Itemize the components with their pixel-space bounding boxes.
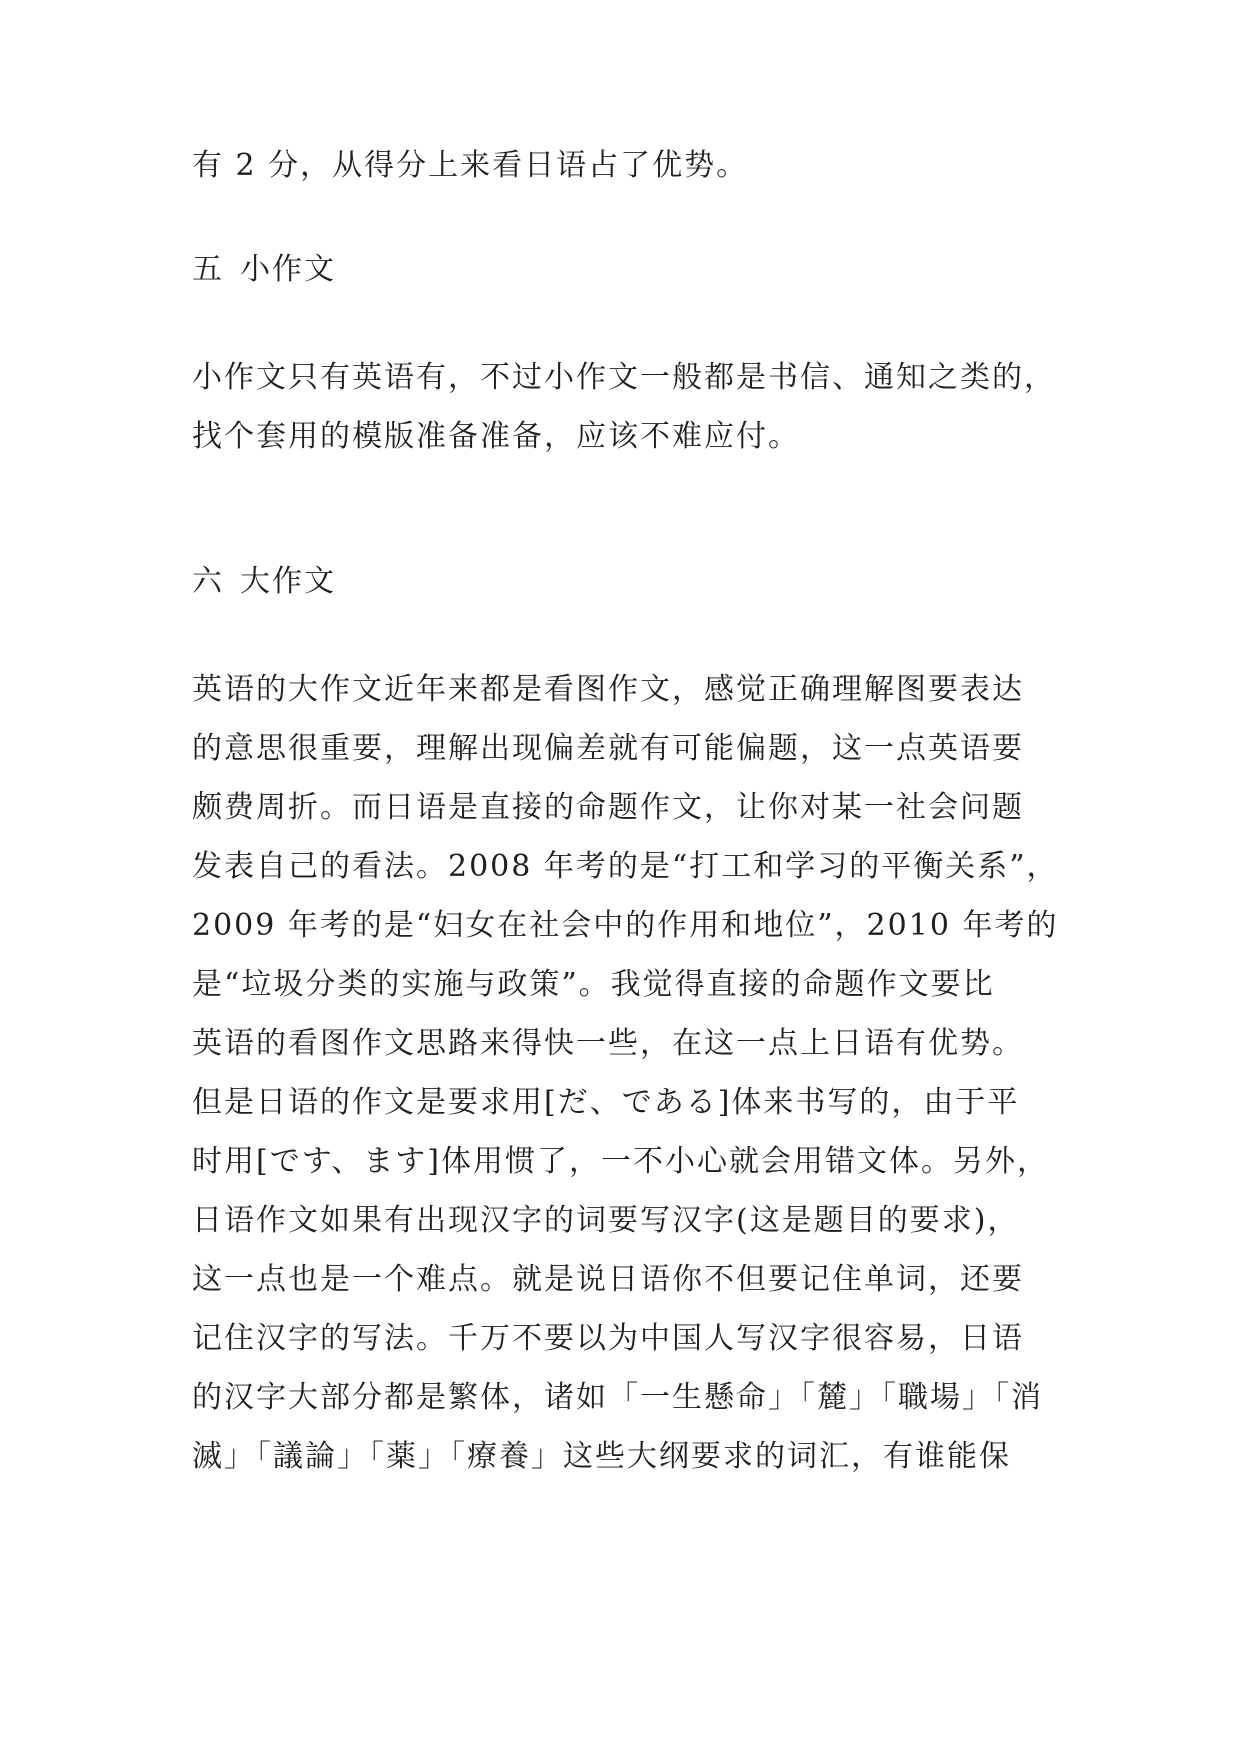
text-line: 2009 年考的是“妇女在社会中的作用和地位”，2010 年考的 — [192, 908, 1059, 943]
text-line: 日语作文如果有出现汉字的词要写汉字(这是题目的要求)， — [192, 1203, 1020, 1238]
text-line: 这一点也是一个难点。就是说日语你不但要记住单词，还要 — [192, 1262, 1024, 1297]
text-line: 颇费周折。而日语是直接的命题作文，让你对某一社会问题 — [192, 790, 1024, 825]
text-line: 小作文只有英语有，不过小作文一般都是书信、通知之类的， — [192, 360, 1056, 395]
text-line: 找个套用的模版准备准备，应该不难应付。 — [192, 419, 800, 454]
text-line: 发表自己的看法。2008 年考的是“打工和学习的平衡关系”， — [192, 849, 1059, 884]
section-number: 六 — [192, 564, 224, 599]
section-number: 五 — [192, 252, 224, 287]
text-line: 时用[です、ます]体用惯了，一不小心就会用错文体。另外， — [192, 1144, 1050, 1179]
text-line: 有 2 分，从得分上来看日语占了优势。 — [192, 148, 749, 183]
text-line: 是“垃圾分类的实施与政策”。我觉得直接的命题作文要比 — [192, 967, 995, 1002]
section-title: 小作文 — [240, 252, 336, 287]
text-line: 记住汉字的写法。千万不要以为中国人写汉字很容易，日语 — [192, 1321, 1024, 1356]
text-line: 滅」「議論」「薬」「療養」这些大纲要求的词汇，有谁能保 — [192, 1439, 1011, 1474]
section-title: 大作文 — [240, 564, 336, 599]
text-line: 但是日语的作文是要求用[だ、である]体来书写的，由于平 — [192, 1085, 1020, 1120]
paragraph-long-essay — [192, 660, 1072, 1486]
paragraph-score-conclusion — [192, 136, 1072, 195]
text-line: 英语的大作文近年来都是看图作文，感觉正确理解图要表达 — [192, 672, 1024, 707]
text-line: 的意思很重要，理解出现偏差就有可能偏题，这一点英语要 — [192, 731, 1024, 766]
paragraph-short-essay — [192, 348, 1072, 466]
section-heading-short-essay — [192, 250, 336, 290]
text-line: 英语的看图作文思路来得快一些，在这一点上日语有优势。 — [192, 1026, 1024, 1061]
section-heading-long-essay — [192, 562, 336, 602]
text-line: 的汉字大部分都是繁体，诸如「一生懸命」「麓」「職場」「消 — [192, 1380, 1043, 1415]
